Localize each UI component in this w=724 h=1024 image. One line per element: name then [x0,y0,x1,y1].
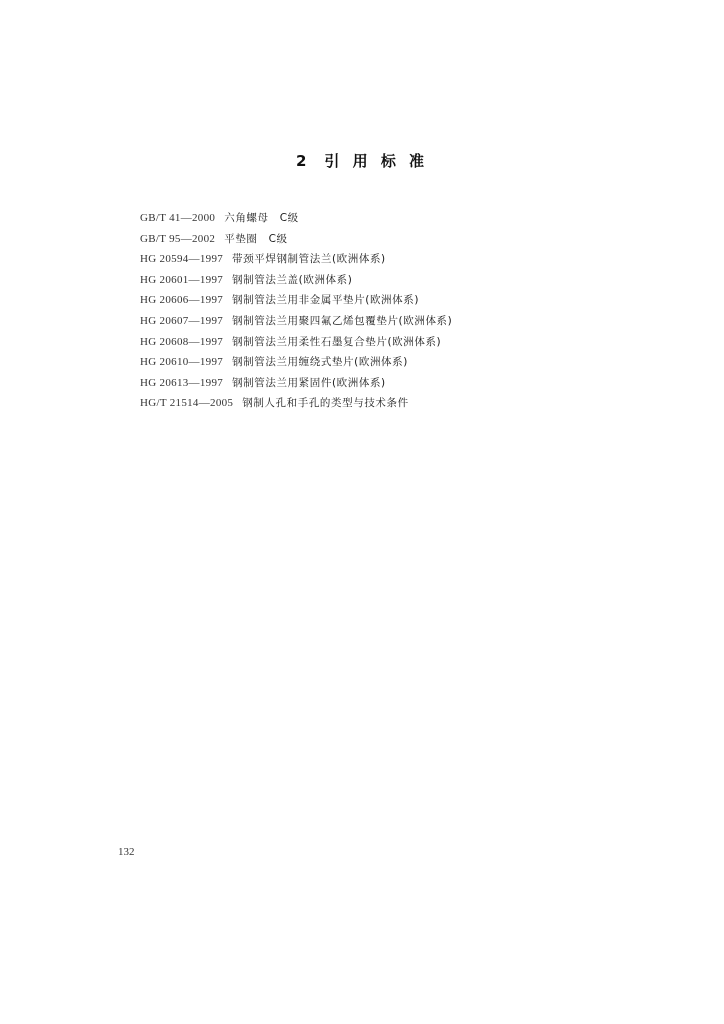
reference-item [140,208,452,229]
section-number: 2 [295,152,311,170]
reference-item [140,290,452,311]
reference-title: 钢制管法兰用非金属平垫片(欧洲体系) [232,294,420,307]
reference-code: GB/T 95—2002 [140,232,216,245]
reference-title: 钢制人孔和手孔的类型与技术条件 [242,397,409,410]
reference-list [140,208,452,414]
reference-code: HG 20601—1997 [140,273,224,286]
section-heading [0,150,724,171]
reference-item [140,270,452,291]
reference-code: HG 20608—1997 [140,335,224,348]
reference-item [140,249,452,270]
reference-code: HG 20606—1997 [140,294,224,307]
reference-code: HG 20610—1997 [140,356,224,369]
reference-code: HG/T 21514—2005 [140,397,234,410]
reference-title: 钢制管法兰用聚四氟乙烯包覆垫片(欧洲体系) [232,314,453,327]
reference-item [140,373,452,394]
reference-title: 钢制管法兰用柔性石墨复合垫片(欧洲体系) [232,335,442,348]
reference-code: HG 20594—1997 [140,253,224,266]
reference-title: 六角螺母 C级 [224,212,299,224]
reference-item [140,311,452,332]
reference-item [140,352,452,373]
reference-code: GB/T 41—2000 [140,212,216,224]
reference-item [140,332,452,353]
reference-item [140,229,452,250]
section-title-text: 引 用 标 准 [324,152,429,170]
reference-item [140,393,452,414]
reference-title: 钢制管法兰盖(欧洲体系) [232,273,353,286]
reference-code: HG 20613—1997 [140,376,224,389]
page-number: 132 [118,846,135,858]
reference-title: 钢制管法兰用紧固件(欧洲体系) [232,376,386,389]
reference-title: 平垫圈 C级 [224,232,288,245]
reference-title: 钢制管法兰用缠绕式垫片(欧洲体系) [232,356,408,369]
reference-code: HG 20607—1997 [140,314,224,327]
reference-title: 带颈平焊钢制管法兰(欧洲体系) [232,253,386,266]
